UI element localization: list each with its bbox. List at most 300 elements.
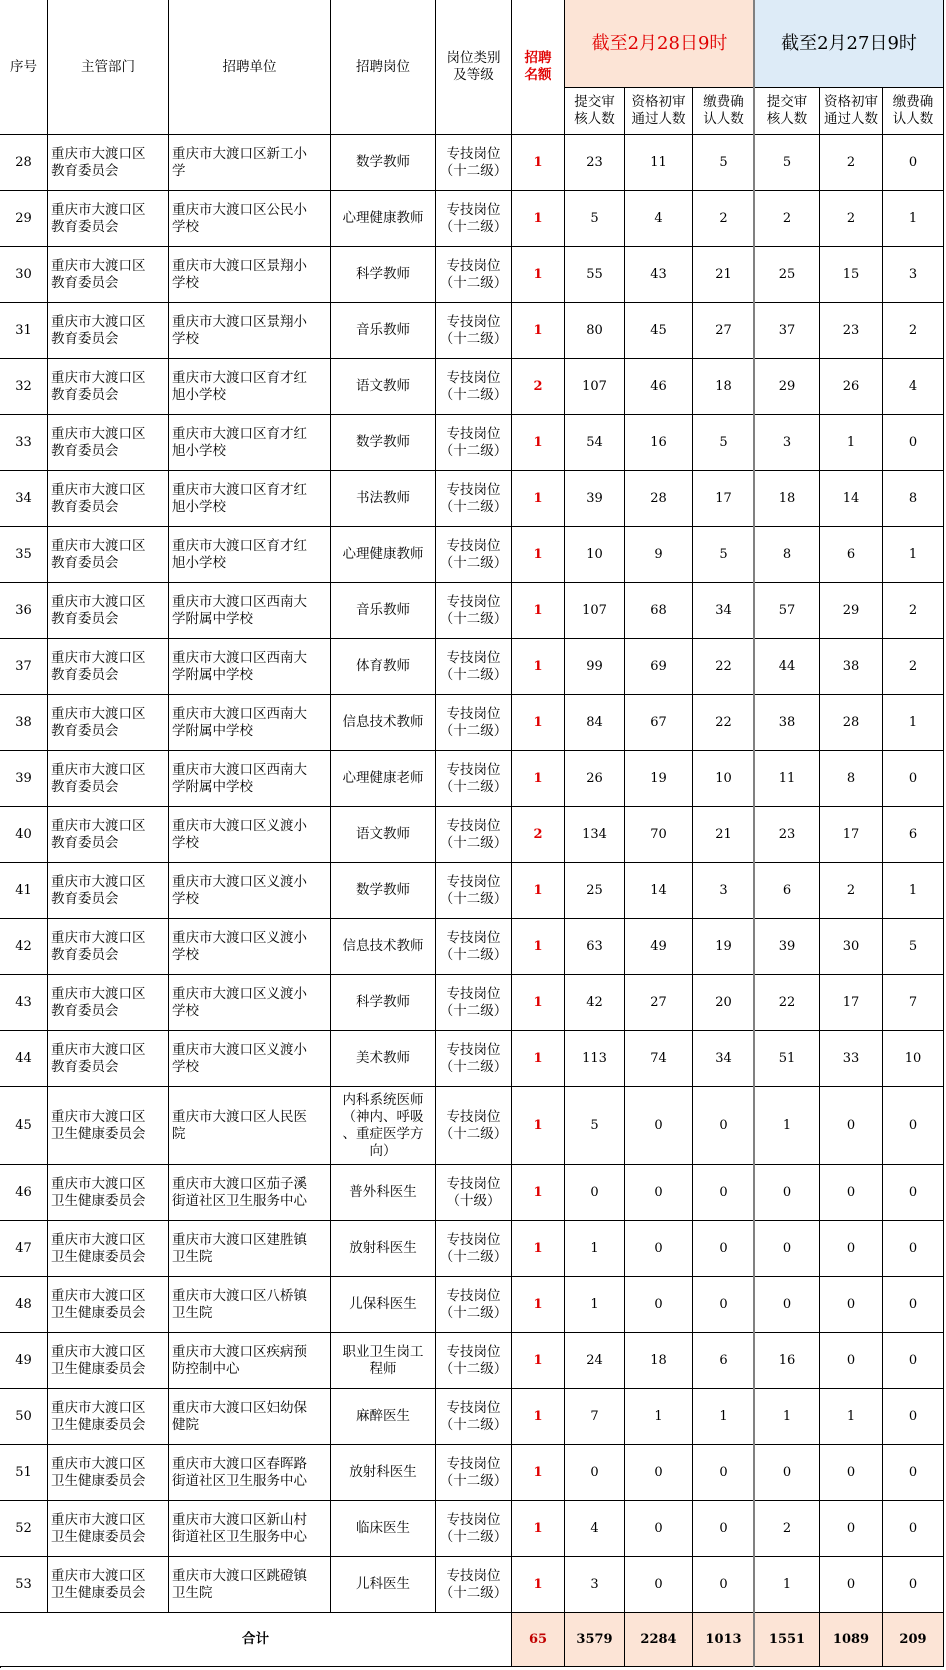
row-52-category: 专技岗位 （十二级） [436, 1501, 512, 1557]
header-dept: 主管部门 [48, 0, 169, 135]
row-30-unit: 重庆市大渡口区景翔小 学校 [169, 247, 331, 303]
row-50-feb28-paid: 1 [693, 1389, 755, 1445]
row-41-feb27-passed: 2 [820, 863, 883, 919]
row-51-quota: 1 [512, 1445, 565, 1501]
row-30-category: 专技岗位 （十二级） [436, 247, 512, 303]
row-37-feb27-passed: 38 [820, 639, 883, 695]
row-35-quota: 1 [512, 527, 565, 583]
header-post: 招聘岗位 [331, 0, 436, 135]
row-40-feb27-submitted: 23 [755, 807, 820, 863]
row-44-quota: 1 [512, 1031, 565, 1087]
row-40-feb27-paid: 6 [883, 807, 944, 863]
row-28-post: 数学教师 [331, 135, 436, 191]
row-42-feb27-passed: 30 [820, 919, 883, 975]
row-49-feb28-submitted: 24 [565, 1333, 625, 1389]
header-sub-feb28-2: 资格初审 通过人数 [625, 88, 693, 135]
row-31-seq: 31 [0, 303, 48, 359]
row-47-seq: 47 [0, 1221, 48, 1277]
total-feb27-passed: 1089 [820, 1613, 883, 1667]
row-47-dept: 重庆市大渡口区 卫生健康委员会 [48, 1221, 169, 1277]
row-52-feb27-paid: 0 [883, 1501, 944, 1557]
row-40-category: 专技岗位 （十二级） [436, 807, 512, 863]
row-47-feb28-paid: 0 [693, 1221, 755, 1277]
row-50-feb27-paid: 0 [883, 1389, 944, 1445]
row-36-feb28-paid: 34 [693, 583, 755, 639]
row-48-feb27-paid: 0 [883, 1277, 944, 1333]
row-43-feb28-passed: 27 [625, 975, 693, 1031]
row-29-feb27-paid: 1 [883, 191, 944, 247]
row-35-feb27-paid: 1 [883, 527, 944, 583]
row-44-feb27-submitted: 51 [755, 1031, 820, 1087]
row-49-quota: 1 [512, 1333, 565, 1389]
row-50-post: 麻醉医生 [331, 1389, 436, 1445]
row-50-quota: 1 [512, 1389, 565, 1445]
row-48-unit: 重庆市大渡口区八桥镇 卫生院 [169, 1277, 331, 1333]
row-36-feb28-passed: 68 [625, 583, 693, 639]
row-50-feb27-passed: 1 [820, 1389, 883, 1445]
row-39-feb27-passed: 8 [820, 751, 883, 807]
row-39-feb27-paid: 0 [883, 751, 944, 807]
row-47-feb27-paid: 0 [883, 1221, 944, 1277]
row-38-feb28-submitted: 84 [565, 695, 625, 751]
row-29-feb28-paid: 2 [693, 191, 755, 247]
row-30-post: 科学教师 [331, 247, 436, 303]
row-52-feb28-paid: 0 [693, 1501, 755, 1557]
row-49-unit: 重庆市大渡口区疾病预 防控制中心 [169, 1333, 331, 1389]
row-46-feb28-passed: 0 [625, 1165, 693, 1221]
row-42-feb28-submitted: 63 [565, 919, 625, 975]
row-42-post: 信息技术教师 [331, 919, 436, 975]
row-32-feb28-submitted: 107 [565, 359, 625, 415]
row-42-unit: 重庆市大渡口区义渡小 学校 [169, 919, 331, 975]
row-38-seq: 38 [0, 695, 48, 751]
row-50-feb28-submitted: 7 [565, 1389, 625, 1445]
row-42-feb28-passed: 49 [625, 919, 693, 975]
row-28-feb28-paid: 5 [693, 135, 755, 191]
row-32-feb27-submitted: 29 [755, 359, 820, 415]
total-feb28-submitted: 3579 [565, 1613, 625, 1667]
row-47-feb28-submitted: 1 [565, 1221, 625, 1277]
row-39-seq: 39 [0, 751, 48, 807]
row-41-feb28-submitted: 25 [565, 863, 625, 919]
row-48-category: 专技岗位 （十二级） [436, 1277, 512, 1333]
row-30-dept: 重庆市大渡口区 教育委员会 [48, 247, 169, 303]
row-51-feb28-paid: 0 [693, 1445, 755, 1501]
row-34-dept: 重庆市大渡口区 教育委员会 [48, 471, 169, 527]
row-29-feb27-passed: 2 [820, 191, 883, 247]
row-41-post: 数学教师 [331, 863, 436, 919]
row-29-dept: 重庆市大渡口区 教育委员会 [48, 191, 169, 247]
row-32-seq: 32 [0, 359, 48, 415]
row-44-feb27-passed: 33 [820, 1031, 883, 1087]
row-46-seq: 46 [0, 1165, 48, 1221]
row-38-feb27-paid: 1 [883, 695, 944, 751]
header-seq: 序号 [0, 0, 48, 135]
header-group-feb27: 截至2月27日9时 [755, 0, 944, 88]
row-36-feb27-submitted: 57 [755, 583, 820, 639]
row-34-feb28-passed: 28 [625, 471, 693, 527]
group-separator [753, 0, 755, 1667]
row-41-feb27-submitted: 6 [755, 863, 820, 919]
row-30-feb28-submitted: 55 [565, 247, 625, 303]
row-28-feb27-submitted: 5 [755, 135, 820, 191]
row-29-feb28-submitted: 5 [565, 191, 625, 247]
row-49-feb28-passed: 18 [625, 1333, 693, 1389]
row-49-feb27-submitted: 16 [755, 1333, 820, 1389]
row-48-feb27-passed: 0 [820, 1277, 883, 1333]
row-52-quota: 1 [512, 1501, 565, 1557]
row-41-feb28-paid: 3 [693, 863, 755, 919]
row-35-feb27-passed: 6 [820, 527, 883, 583]
row-44-seq: 44 [0, 1031, 48, 1087]
row-51-feb28-submitted: 0 [565, 1445, 625, 1501]
row-46-category: 专技岗位 （十级） [436, 1165, 512, 1221]
row-52-feb28-passed: 0 [625, 1501, 693, 1557]
row-37-dept: 重庆市大渡口区 教育委员会 [48, 639, 169, 695]
row-40-feb28-passed: 70 [625, 807, 693, 863]
row-46-post: 普外科医生 [331, 1165, 436, 1221]
row-40-unit: 重庆市大渡口区义渡小 学校 [169, 807, 331, 863]
header-sub-feb27-2: 资格初审 通过人数 [820, 88, 883, 135]
row-39-dept: 重庆市大渡口区 教育委员会 [48, 751, 169, 807]
row-51-post: 放射科医生 [331, 1445, 436, 1501]
row-53-quota: 1 [512, 1557, 565, 1613]
total-feb28-passed: 2284 [625, 1613, 693, 1667]
row-43-seq: 43 [0, 975, 48, 1031]
row-44-feb28-submitted: 113 [565, 1031, 625, 1087]
row-31-feb27-passed: 23 [820, 303, 883, 359]
row-32-post: 语文教师 [331, 359, 436, 415]
row-29-quota: 1 [512, 191, 565, 247]
row-46-unit: 重庆市大渡口区茄子溪 街道社区卫生服务中心 [169, 1165, 331, 1221]
row-34-post: 书法教师 [331, 471, 436, 527]
row-43-feb28-submitted: 42 [565, 975, 625, 1031]
row-48-feb28-submitted: 1 [565, 1277, 625, 1333]
row-42-feb27-submitted: 39 [755, 919, 820, 975]
row-33-dept: 重庆市大渡口区 教育委员会 [48, 415, 169, 471]
row-37-seq: 37 [0, 639, 48, 695]
row-39-feb28-passed: 19 [625, 751, 693, 807]
row-45-feb28-submitted: 5 [565, 1087, 625, 1165]
row-29-category: 专技岗位 （十二级） [436, 191, 512, 247]
row-32-feb28-paid: 18 [693, 359, 755, 415]
row-40-seq: 40 [0, 807, 48, 863]
row-38-feb27-submitted: 38 [755, 695, 820, 751]
row-42-feb27-paid: 5 [883, 919, 944, 975]
row-30-seq: 30 [0, 247, 48, 303]
row-35-post: 心理健康教师 [331, 527, 436, 583]
row-44-unit: 重庆市大渡口区义渡小 学校 [169, 1031, 331, 1087]
row-38-dept: 重庆市大渡口区 教育委员会 [48, 695, 169, 751]
row-45-unit: 重庆市大渡口区人民医 院 [169, 1087, 331, 1165]
row-37-feb27-paid: 2 [883, 639, 944, 695]
row-50-seq: 50 [0, 1389, 48, 1445]
row-32-feb27-passed: 26 [820, 359, 883, 415]
row-32-category: 专技岗位 （十二级） [436, 359, 512, 415]
row-31-dept: 重庆市大渡口区 教育委员会 [48, 303, 169, 359]
row-49-category: 专技岗位 （十二级） [436, 1333, 512, 1389]
row-40-feb27-passed: 17 [820, 807, 883, 863]
row-39-post: 心理健康老师 [331, 751, 436, 807]
row-36-post: 音乐教师 [331, 583, 436, 639]
row-52-feb27-submitted: 2 [755, 1501, 820, 1557]
row-53-category: 专技岗位 （十二级） [436, 1557, 512, 1613]
row-29-seq: 29 [0, 191, 48, 247]
row-32-quota: 2 [512, 359, 565, 415]
row-51-unit: 重庆市大渡口区春晖路 街道社区卫生服务中心 [169, 1445, 331, 1501]
row-43-post: 科学教师 [331, 975, 436, 1031]
row-42-dept: 重庆市大渡口区 教育委员会 [48, 919, 169, 975]
row-41-category: 专技岗位 （十二级） [436, 863, 512, 919]
row-53-unit: 重庆市大渡口区跳磴镇 卫生院 [169, 1557, 331, 1613]
total-label: 合计 [0, 1613, 512, 1667]
row-39-quota: 1 [512, 751, 565, 807]
row-52-feb27-passed: 0 [820, 1501, 883, 1557]
row-51-feb27-passed: 0 [820, 1445, 883, 1501]
row-51-feb28-passed: 0 [625, 1445, 693, 1501]
row-34-feb27-submitted: 18 [755, 471, 820, 527]
row-48-dept: 重庆市大渡口区 卫生健康委员会 [48, 1277, 169, 1333]
row-33-post: 数学教师 [331, 415, 436, 471]
row-53-seq: 53 [0, 1557, 48, 1613]
row-36-category: 专技岗位 （十二级） [436, 583, 512, 639]
row-29-feb28-passed: 4 [625, 191, 693, 247]
row-38-feb27-passed: 28 [820, 695, 883, 751]
row-44-post: 美术教师 [331, 1031, 436, 1087]
row-34-feb27-passed: 14 [820, 471, 883, 527]
row-32-dept: 重庆市大渡口区 教育委员会 [48, 359, 169, 415]
row-50-dept: 重庆市大渡口区 卫生健康委员会 [48, 1389, 169, 1445]
row-44-dept: 重庆市大渡口区 教育委员会 [48, 1031, 169, 1087]
row-35-feb28-paid: 5 [693, 527, 755, 583]
row-43-feb27-passed: 17 [820, 975, 883, 1031]
row-43-feb27-submitted: 22 [755, 975, 820, 1031]
row-53-feb27-submitted: 1 [755, 1557, 820, 1613]
row-32-feb27-paid: 4 [883, 359, 944, 415]
row-46-dept: 重庆市大渡口区 卫生健康委员会 [48, 1165, 169, 1221]
row-41-feb27-paid: 1 [883, 863, 944, 919]
row-41-quota: 1 [512, 863, 565, 919]
row-50-feb27-submitted: 1 [755, 1389, 820, 1445]
header-quota: 招聘 名额 [512, 0, 565, 135]
row-39-unit: 重庆市大渡口区西南大 学附属中学校 [169, 751, 331, 807]
row-33-category: 专技岗位 （十二级） [436, 415, 512, 471]
row-46-feb27-paid: 0 [883, 1165, 944, 1221]
row-47-feb27-passed: 0 [820, 1221, 883, 1277]
row-34-quota: 1 [512, 471, 565, 527]
row-52-dept: 重庆市大渡口区 卫生健康委员会 [48, 1501, 169, 1557]
row-41-unit: 重庆市大渡口区义渡小 学校 [169, 863, 331, 919]
row-37-unit: 重庆市大渡口区西南大 学附属中学校 [169, 639, 331, 695]
row-36-feb27-passed: 29 [820, 583, 883, 639]
row-33-unit: 重庆市大渡口区育才红 旭小学校 [169, 415, 331, 471]
row-53-feb27-paid: 0 [883, 1557, 944, 1613]
row-43-category: 专技岗位 （十二级） [436, 975, 512, 1031]
row-33-feb28-paid: 5 [693, 415, 755, 471]
row-39-feb27-submitted: 11 [755, 751, 820, 807]
row-28-feb27-passed: 2 [820, 135, 883, 191]
row-28-seq: 28 [0, 135, 48, 191]
row-35-dept: 重庆市大渡口区 教育委员会 [48, 527, 169, 583]
row-46-feb28-submitted: 0 [565, 1165, 625, 1221]
row-44-feb27-paid: 10 [883, 1031, 944, 1087]
total-feb27-paid: 209 [883, 1613, 944, 1667]
row-49-feb28-paid: 6 [693, 1333, 755, 1389]
row-28-quota: 1 [512, 135, 565, 191]
row-45-seq: 45 [0, 1087, 48, 1165]
row-33-quota: 1 [512, 415, 565, 471]
header-unit: 招聘单位 [169, 0, 331, 135]
row-45-feb28-paid: 0 [693, 1087, 755, 1165]
row-36-feb28-submitted: 107 [565, 583, 625, 639]
row-52-unit: 重庆市大渡口区新山村 街道社区卫生服务中心 [169, 1501, 331, 1557]
row-36-quota: 1 [512, 583, 565, 639]
header-category: 岗位类别 及等级 [436, 0, 512, 135]
row-34-feb28-paid: 17 [693, 471, 755, 527]
row-49-post: 职业卫生岗工 程师 [331, 1333, 436, 1389]
row-28-feb28-passed: 11 [625, 135, 693, 191]
row-45-feb28-passed: 0 [625, 1087, 693, 1165]
row-38-feb28-paid: 22 [693, 695, 755, 751]
row-53-feb27-passed: 0 [820, 1557, 883, 1613]
row-31-feb27-paid: 2 [883, 303, 944, 359]
row-32-feb28-passed: 46 [625, 359, 693, 415]
row-42-seq: 42 [0, 919, 48, 975]
row-31-category: 专技岗位 （十二级） [436, 303, 512, 359]
row-35-category: 专技岗位 （十二级） [436, 527, 512, 583]
row-29-feb27-submitted: 2 [755, 191, 820, 247]
row-37-category: 专技岗位 （十二级） [436, 639, 512, 695]
row-34-category: 专技岗位 （十二级） [436, 471, 512, 527]
row-34-unit: 重庆市大渡口区育才红 旭小学校 [169, 471, 331, 527]
row-48-quota: 1 [512, 1277, 565, 1333]
row-35-feb27-submitted: 8 [755, 527, 820, 583]
row-48-seq: 48 [0, 1277, 48, 1333]
row-31-feb28-submitted: 80 [565, 303, 625, 359]
row-43-dept: 重庆市大渡口区 教育委员会 [48, 975, 169, 1031]
row-53-post: 儿科医生 [331, 1557, 436, 1613]
row-42-category: 专技岗位 （十二级） [436, 919, 512, 975]
row-30-feb28-paid: 21 [693, 247, 755, 303]
row-33-feb28-passed: 16 [625, 415, 693, 471]
row-39-category: 专技岗位 （十二级） [436, 751, 512, 807]
row-36-dept: 重庆市大渡口区 教育委员会 [48, 583, 169, 639]
row-38-quota: 1 [512, 695, 565, 751]
row-52-seq: 52 [0, 1501, 48, 1557]
row-51-dept: 重庆市大渡口区 卫生健康委员会 [48, 1445, 169, 1501]
row-28-dept: 重庆市大渡口区 教育委员会 [48, 135, 169, 191]
row-35-feb28-passed: 9 [625, 527, 693, 583]
row-49-dept: 重庆市大渡口区 卫生健康委员会 [48, 1333, 169, 1389]
row-40-dept: 重庆市大渡口区 教育委员会 [48, 807, 169, 863]
row-48-post: 儿保科医生 [331, 1277, 436, 1333]
row-48-feb28-passed: 0 [625, 1277, 693, 1333]
row-43-quota: 1 [512, 975, 565, 1031]
row-33-feb28-submitted: 54 [565, 415, 625, 471]
row-30-feb27-paid: 3 [883, 247, 944, 303]
row-32-unit: 重庆市大渡口区育才红 旭小学校 [169, 359, 331, 415]
row-37-feb28-paid: 22 [693, 639, 755, 695]
row-40-post: 语文教师 [331, 807, 436, 863]
row-42-quota: 1 [512, 919, 565, 975]
row-45-category: 专技岗位 （十二级） [436, 1087, 512, 1165]
row-52-post: 临床医生 [331, 1501, 436, 1557]
row-31-feb28-paid: 27 [693, 303, 755, 359]
row-37-feb28-passed: 69 [625, 639, 693, 695]
row-31-unit: 重庆市大渡口区景翔小 学校 [169, 303, 331, 359]
row-39-feb28-paid: 10 [693, 751, 755, 807]
row-33-feb27-passed: 1 [820, 415, 883, 471]
row-50-category: 专技岗位 （十二级） [436, 1389, 512, 1445]
row-34-feb28-submitted: 39 [565, 471, 625, 527]
row-53-dept: 重庆市大渡口区 卫生健康委员会 [48, 1557, 169, 1613]
header-sub-feb27-1: 提交审 核人数 [755, 88, 820, 135]
row-42-feb28-paid: 19 [693, 919, 755, 975]
row-36-seq: 36 [0, 583, 48, 639]
row-49-feb27-passed: 0 [820, 1333, 883, 1389]
row-37-quota: 1 [512, 639, 565, 695]
total-quota: 65 [512, 1613, 565, 1667]
row-30-quota: 1 [512, 247, 565, 303]
row-35-seq: 35 [0, 527, 48, 583]
row-47-post: 放射科医生 [331, 1221, 436, 1277]
row-34-seq: 34 [0, 471, 48, 527]
row-40-feb28-submitted: 134 [565, 807, 625, 863]
row-34-feb27-paid: 8 [883, 471, 944, 527]
row-43-feb28-paid: 20 [693, 975, 755, 1031]
row-38-unit: 重庆市大渡口区西南大 学附属中学校 [169, 695, 331, 751]
row-43-feb27-paid: 7 [883, 975, 944, 1031]
header-sub-feb28-3: 缴费确 认人数 [693, 88, 755, 135]
row-31-post: 音乐教师 [331, 303, 436, 359]
row-28-unit: 重庆市大渡口区新工小 学 [169, 135, 331, 191]
row-28-category: 专技岗位 （十二级） [436, 135, 512, 191]
header-sub-feb27-3: 缴费确 认人数 [883, 88, 944, 135]
row-31-feb27-submitted: 37 [755, 303, 820, 359]
row-44-feb28-passed: 74 [625, 1031, 693, 1087]
row-36-unit: 重庆市大渡口区西南大 学附属中学校 [169, 583, 331, 639]
row-44-category: 专技岗位 （十二级） [436, 1031, 512, 1087]
row-30-feb27-passed: 15 [820, 247, 883, 303]
row-35-unit: 重庆市大渡口区育才红 旭小学校 [169, 527, 331, 583]
row-45-feb27-paid: 0 [883, 1087, 944, 1165]
row-45-feb27-submitted: 1 [755, 1087, 820, 1165]
row-45-quota: 1 [512, 1087, 565, 1165]
row-29-post: 心理健康教师 [331, 191, 436, 247]
total-feb28-paid: 1013 [693, 1613, 755, 1667]
row-47-unit: 重庆市大渡口区建胜镇 卫生院 [169, 1221, 331, 1277]
row-48-feb28-paid: 0 [693, 1277, 755, 1333]
row-29-unit: 重庆市大渡口区公民小 学校 [169, 191, 331, 247]
row-35-feb28-submitted: 10 [565, 527, 625, 583]
row-33-feb27-paid: 0 [883, 415, 944, 471]
row-43-unit: 重庆市大渡口区义渡小 学校 [169, 975, 331, 1031]
row-46-feb27-passed: 0 [820, 1165, 883, 1221]
row-45-post: 内科系统医师 （神内、呼吸 、重症医学方 向） [331, 1087, 436, 1165]
row-49-seq: 49 [0, 1333, 48, 1389]
row-40-quota: 2 [512, 807, 565, 863]
row-53-feb28-submitted: 3 [565, 1557, 625, 1613]
row-46-feb28-paid: 0 [693, 1165, 755, 1221]
row-41-dept: 重庆市大渡口区 教育委员会 [48, 863, 169, 919]
row-46-feb27-submitted: 0 [755, 1165, 820, 1221]
row-46-quota: 1 [512, 1165, 565, 1221]
row-40-feb28-paid: 21 [693, 807, 755, 863]
row-30-feb27-submitted: 25 [755, 247, 820, 303]
row-41-seq: 41 [0, 863, 48, 919]
row-38-post: 信息技术教师 [331, 695, 436, 751]
row-53-feb28-paid: 0 [693, 1557, 755, 1613]
